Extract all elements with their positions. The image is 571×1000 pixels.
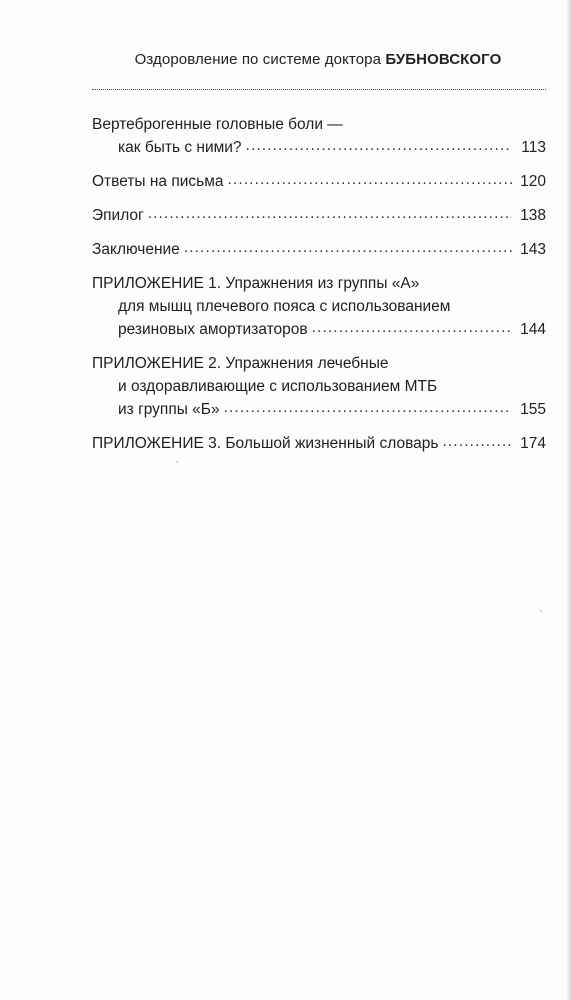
paper-speck bbox=[176, 461, 178, 463]
toc-entry-line bbox=[92, 136, 546, 159]
toc-entry bbox=[92, 238, 546, 261]
toc-entry-line bbox=[92, 204, 546, 227]
toc-entry-title: резиновых амортизаторов bbox=[118, 321, 308, 338]
dot-leader bbox=[148, 205, 512, 221]
running-head-text: Оздоровление по системе доктора bbox=[134, 51, 382, 68]
toc-entry-title: Заключение bbox=[92, 241, 180, 258]
running-head bbox=[90, 51, 546, 68]
toc-page-number: 174 bbox=[520, 435, 546, 452]
toc-page-number: 144 bbox=[520, 321, 546, 338]
toc-entry-line bbox=[92, 398, 546, 421]
toc-entry-title: ПРИЛОЖЕНИЕ 2. Упражнения лечебные bbox=[92, 355, 389, 372]
toc-page-number: 120 bbox=[520, 173, 546, 190]
toc-entry-line bbox=[92, 352, 546, 375]
toc-entry-line bbox=[92, 375, 546, 398]
dot-leader bbox=[228, 171, 512, 187]
toc-entry-title: Эпилог bbox=[92, 207, 144, 224]
dot-leader bbox=[442, 433, 512, 449]
running-head-author: БУБНОВСКОГО bbox=[385, 51, 502, 68]
toc-entry-line bbox=[92, 295, 546, 318]
toc-entry bbox=[92, 170, 546, 193]
toc-entry-title: Ответы на письма bbox=[92, 173, 224, 190]
toc-entry-title: для мышц плечевого пояса с использованием bbox=[118, 298, 451, 315]
toc-entry-line bbox=[92, 170, 546, 193]
table-of-contents bbox=[92, 113, 546, 466]
dot-leader bbox=[312, 319, 512, 335]
toc-page-number: 155 bbox=[520, 401, 546, 418]
toc-entry bbox=[92, 272, 546, 341]
toc-entry-title: из группы «Б» bbox=[118, 401, 220, 418]
toc-entry-title: Вертеброгенные головные боли — bbox=[92, 116, 343, 133]
toc-entry-line bbox=[92, 238, 546, 261]
toc-entry-line bbox=[92, 318, 546, 341]
header-divider bbox=[92, 89, 546, 90]
toc-entry-title: как быть с ними? bbox=[118, 139, 242, 156]
toc-entry-title: ПРИЛОЖЕНИЕ 3. Большой жизненный словарь bbox=[92, 435, 439, 452]
toc-entry bbox=[92, 352, 546, 421]
page-edge bbox=[567, 0, 571, 1000]
toc-entry-title: ПРИЛОЖЕНИЕ 1. Упражнения из группы «А» bbox=[92, 275, 420, 292]
toc-entry-line bbox=[92, 272, 546, 295]
toc-entry bbox=[92, 432, 546, 455]
toc-entry bbox=[92, 113, 546, 159]
dot-leader bbox=[184, 239, 512, 255]
paper-speck bbox=[540, 610, 542, 612]
toc-entry-line bbox=[92, 432, 546, 455]
toc-entry bbox=[92, 204, 546, 227]
toc-page-number: 113 bbox=[521, 139, 546, 156]
toc-page-number: 143 bbox=[520, 241, 546, 258]
dot-leader bbox=[224, 399, 512, 415]
dot-leader bbox=[246, 137, 512, 153]
toc-page-number: 138 bbox=[520, 207, 546, 224]
toc-entry-line bbox=[92, 113, 546, 136]
toc-entry-title: и оздоравливающие с использованием МТБ bbox=[118, 378, 438, 395]
